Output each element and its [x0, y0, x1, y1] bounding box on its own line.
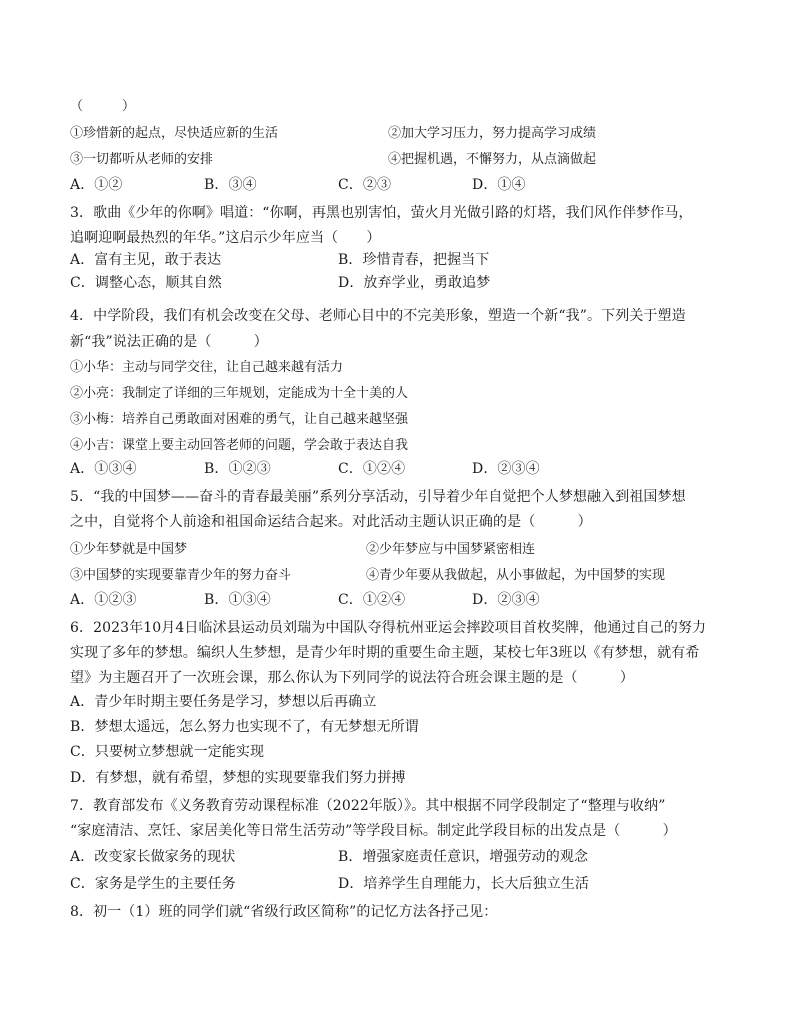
- option-c: C．①②④: [338, 592, 406, 608]
- option-b: B．①②③: [204, 461, 271, 477]
- statement-2: ②少年梦应与中国梦紧密相连: [366, 542, 536, 557]
- option-d: D．①④: [472, 177, 526, 193]
- option-b: B．珍惜青春，把握当下: [338, 252, 490, 268]
- statement-3: ③小梅：培养自己勇敢面对困难的勇气，让自己越来越坚强: [70, 412, 409, 427]
- option-a: A．①②③: [70, 592, 137, 608]
- option-a: A．富有主见，敢于表达: [70, 252, 222, 268]
- statement-3: ③中国梦的实现要靠青少年的努力奋斗: [70, 568, 292, 583]
- statement-3: ③一切都听从老师的安排: [70, 152, 214, 167]
- option-a: A．改变家长做家务的现状: [70, 849, 236, 865]
- question-4-stem-cont: 新“我”说法正确的是（ ）: [70, 334, 268, 350]
- statement-2: ②加大学习压力，努力提高学习成绩: [388, 126, 597, 141]
- option-b: B．增强家庭责任意识，增强劳动的观念: [338, 849, 589, 865]
- option-c: C．②③: [338, 177, 392, 193]
- question-5-stem-cont: 之中，自觉将个人前途和祖国命运结合起来。对此活动主题认识正确的是（ ）: [70, 514, 592, 530]
- question-7-stem: 7．教育部发布《义务教育劳动课程标准（2022年版）》。其中根据不同学段制定了“整理与收纳”: [70, 798, 666, 814]
- question-4-stem: 4．中学阶段，我们有机会改变在父母、老师心目中的不完美形象，塑造一个新“我”。下列关于塑造: [70, 308, 686, 324]
- option-a: A．①③④: [70, 461, 137, 477]
- statement-4: ④青少年要从我做起，从小事做起，为中国梦的实现: [366, 568, 666, 583]
- option-c: C．只要树立梦想就一定能实现: [70, 744, 265, 760]
- statement-2: ②小亮：我制定了详细的三年规划，定能成为十全十美的人: [70, 386, 409, 401]
- statement-4: ④把握机遇，不懈努力，从点滴做起: [388, 152, 597, 167]
- option-c: C．家务是学生的主要任务: [70, 876, 236, 892]
- statement-1: ①少年梦就是中国梦: [70, 542, 188, 557]
- question-6-stem-cont: 望》为主题召开了一次班会课，那么你认为下列同学的说法符合班会课主题的是（ ）: [70, 670, 634, 686]
- option-b: B．梦想太遥远，怎么努力也实现不了，有无梦想无所谓: [70, 719, 419, 735]
- question-6-stem-cont: 实现了多年的梦想。编织人生梦想，是青少年时期的重要生命主题，某校七年3班以《有梦想，就有希: [70, 645, 700, 661]
- question-3-stem-cont: 追啊迎啊最热烈的年华。”这启示少年应当（ ）: [70, 230, 381, 246]
- statement-1: ①珍惜新的起点，尽快适应新的生活: [70, 126, 279, 141]
- option-d: D．②③④: [472, 592, 540, 608]
- question-8-stem: 8．初一（1）班的同学们就“省级行政区简称”的记忆方法各抒己见：: [70, 904, 498, 920]
- option-b: B．③④: [204, 177, 257, 193]
- question-6-stem: 6．2023年10月4日临沭县运动员刘瑞为中国队夺得杭州亚运会摔跤项目首枚奖牌，他通过自己的努力: [70, 620, 707, 636]
- option-a: A．①②: [70, 177, 123, 193]
- option-d: D．培养学生自理能力，长大后独立生活: [338, 876, 590, 892]
- option-a: A．青少年时期主要任务是学习，梦想以后再确立: [70, 694, 377, 710]
- option-b: B．①③④: [204, 592, 271, 608]
- question-7-stem-cont: “家庭清洁、烹饪、家居美化等日常生活劳动”等学段目标。制定此学段目标的出发点是（ ）: [70, 823, 677, 839]
- option-c: C．①②④: [338, 461, 406, 477]
- option-d: D．有梦想，就有希望，梦想的实现要靠我们努力拼搏: [70, 770, 406, 786]
- question-5-stem: 5．“我的中国梦——奋斗的青春最美丽”系列分享活动，引导着少年自觉把个人梦想融入到祖国梦想: [70, 489, 686, 505]
- statement-4: ④小吉：课堂上要主动回答老师的问题，学会敢于表达自我: [70, 438, 409, 453]
- answer-paren: （ ）: [70, 99, 136, 114]
- statement-1: ①小华：主动与同学交往，让自己越来越有活力: [70, 360, 344, 375]
- option-c: C．调整心态，顺其自然: [70, 275, 222, 291]
- question-3-stem: 3．歌曲《少年的你啊》唱道：“你啊，再黑也别害怕，萤火月光做引路的灯塔，我们风作伴梦作马，: [70, 205, 693, 221]
- option-d: D．放弃学业，勇敢追梦: [338, 275, 491, 291]
- option-d: D．②③④: [472, 461, 540, 477]
